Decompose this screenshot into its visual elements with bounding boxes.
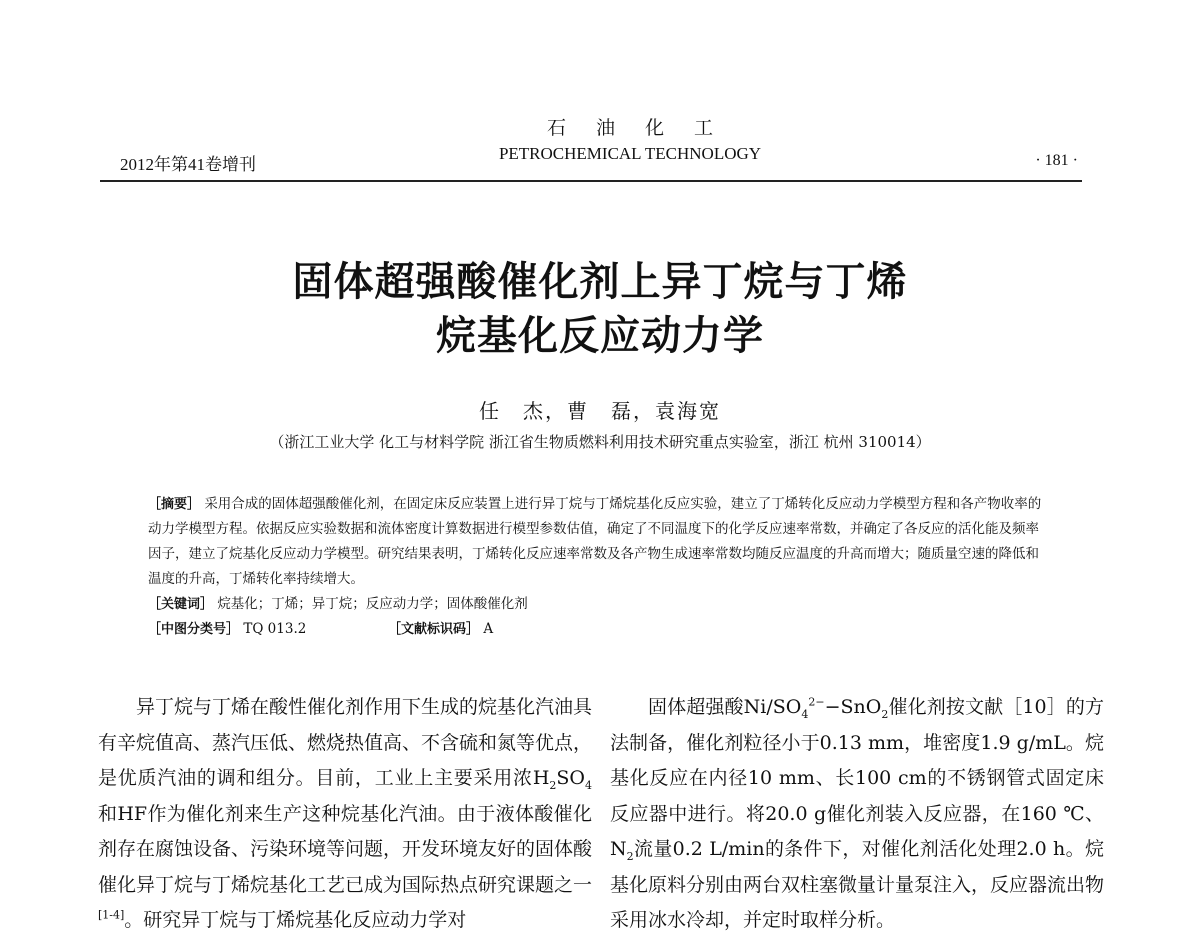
body-column-right [610,690,1104,939]
clc-value: TQ 013.2 [243,621,307,637]
formula-sub-n2: 2 [626,849,634,863]
journal-name-cn: 石油化工 [546,117,743,139]
body-column-left [98,690,592,939]
issue-label: 2012年第41卷增刊 [120,155,256,174]
method-text-2: −SnO [824,696,882,718]
journal-header [440,118,820,164]
title-line-2: 烷基化反应动力学 [436,313,764,359]
paper-title [0,255,1200,363]
intro-text-1: 异丁烷与丁烯在酸性催化剂作用下生成的烷基化汽油具有辛烷值高、蒸汽压低、燃烧热值高、不含硫和氮等优点，是优质汽油的调和组分。目前，工业上主要采用浓 [98,696,593,789]
keywords-text: 烷基化；丁烯；异丁烷；反应动力学；固体酸催化剂 [217,596,528,612]
classification-line [148,617,1048,642]
header-divider [100,180,1082,182]
doc-code-value: A [483,621,494,637]
authors: 任 杰，曹 磊，袁海宽 [479,399,721,423]
formula-so: SO [556,767,585,789]
abstract [148,492,1048,592]
clc-label: ［中图分类号］ [148,622,240,637]
method-text-3: 催化剂按文献［10］的方法制备，催化剂粒径小于0.13 mm，堆密度1.9 g/mL。烷基化反应在内径10 mm、长100 cm的不锈钢管式固定床反应器中进行。将20.0 g催化剂装入反应器，在160 ℃、N [610,696,1104,860]
doc-code-pair [388,617,628,642]
formula-sub-sno2: 2 [881,707,889,721]
citation-ref: [1-4] [98,908,125,922]
doc-code-label: ［文献标识码］ [388,622,480,637]
formula-h: H [532,767,550,789]
abstract-text: 采用合成的固体超强酸催化剂，在固定床反应装置上进行异丁烷与丁烯烷基化反应实验，建立了丁烯转化反应动力学模型方程和各产物收率的动力学模型方程。依据反应实验数据和流体密度计算数据进行模型参数估值，确定了不同温度下的化学反应速率常数，并确定了各反应的活化能及频率因子，建立了烷基化反应动力学模型。研究结果表明，丁烯转化反应速率常数及各产物生成速率常数均随反应温度的升高而增大；随质量空速的降低和温度的升高，丁烯转化率持续增大。 [148,496,1042,587]
method-text-1: 固体超强酸Ni/SO [648,696,802,718]
title-line-1: 固体超强酸催化剂上异丁烷与丁烯 [292,259,908,305]
clc-pair [148,617,388,642]
intro-text-3: 。研究异丁烷与丁烯烷基化反应动力学对 [124,909,467,931]
formula-sub: 4 [801,707,809,721]
journal-name-en: PETROCHEMICAL TECHNOLOGY [498,143,762,163]
method-paragraph [610,690,1104,939]
formula-sub-4: 4 [585,778,592,792]
keywords [148,592,1048,617]
abstract-block [148,492,1048,642]
page-number: · 181 · [1035,152,1078,169]
keywords-label: ［关键词］ [148,597,214,612]
affiliation: （浙江工业大学 化工与材料学院 浙江省生物质燃料利用技术研究重点实验室，浙江 杭州 310014） [269,433,931,451]
formula-sup: 2− [808,695,825,709]
intro-text-2: 和HF作为催化剂来生产这种烷基化汽油。由于液体酸催化剂存在腐蚀设备、污染环境等问题，开发环境友好的固体酸催化异丁烷与丁烯烷基化工艺已成为国际热点研究课题之一 [98,802,593,896]
abstract-label: ［摘要］ [148,497,201,512]
formula-sub-2: 2 [549,778,557,792]
intro-paragraph [98,690,592,939]
method-text-4: 流量0.2 L/min的条件下，对催化剂活化处理2.0 h。烷基化原料分别由两台双柱塞微量计量泵注入，反应器流出物采用冰水冷却，并定时取样分析。 [610,838,1105,931]
